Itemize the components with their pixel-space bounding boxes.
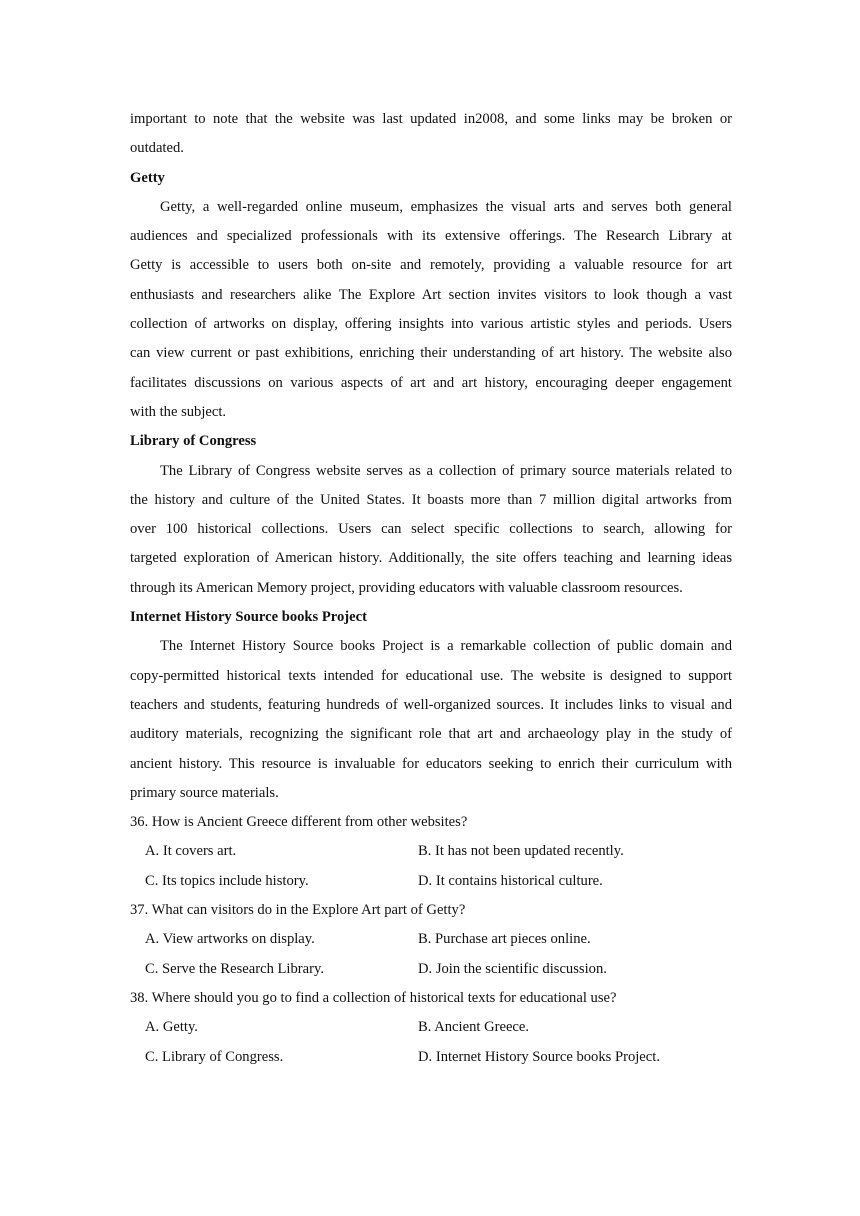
question-stem: 36. How is Ancient Greece different from other websites?: [130, 814, 468, 831]
intro-paragraph: [130, 105, 732, 164]
section-heading: Getty: [130, 169, 165, 186]
paragraph-line: auditory materials, recognizing the significant role that art and archaeology play in the study of: [130, 726, 732, 743]
section-internet-history-sourcebooks: [130, 603, 732, 808]
answer-option-c: C. Library of Congress.: [145, 1048, 284, 1065]
question-36: [130, 808, 732, 896]
question-38: [130, 984, 732, 1072]
section-getty: [130, 164, 732, 428]
paragraph-line: audiences and specialized professionals with its extensive offerings. The Research Library at: [130, 228, 732, 245]
paragraph-line: over 100 historical collections. Users can select specific collections to search, allowing for: [130, 521, 732, 538]
answer-option-d: D. Join the scientific discussion.: [418, 960, 607, 977]
paragraph-line: important to note that the website was last updated in2008, and some links may be broken or: [130, 111, 732, 127]
section-library-of-congress: [130, 427, 732, 603]
answer-option-c: C. Its topics include history.: [145, 872, 309, 889]
paragraph-line: targeted exploration of American history. Additionally, the site offers teaching and learning ideas: [130, 550, 732, 567]
option-row: [130, 925, 732, 954]
paragraph-line: collection of artworks on display, offering insights into various artistic styles and periods. Users: [130, 316, 732, 333]
paragraph-line: copy-permitted historical texts intended for educational use. The website is designed to support: [130, 667, 732, 684]
option-row: [130, 837, 732, 866]
document-page: [130, 105, 732, 1072]
paragraph-line: The Library of Congress website serves as a collection of primary source materials related to: [160, 462, 732, 479]
option-row: [130, 1043, 732, 1072]
option-row: [130, 955, 732, 984]
option-row: [130, 867, 732, 896]
answer-option-a: A. View artworks on display.: [145, 931, 315, 948]
paragraph-line: teachers and students, featuring hundreds of well-organized sources. It includes links to visual and: [130, 696, 732, 713]
paragraph-line: ancient history. This resource is invaluable for educators seeking to enrich their curriculum with: [130, 755, 732, 772]
answer-option-a: A. Getty.: [145, 1019, 198, 1036]
paragraph-line: can view current or past exhibitions, enriching their understanding of art history. The website also: [130, 345, 732, 362]
section-heading: Library of Congress: [130, 433, 257, 450]
paragraph-line: through its American Memory project, providing educators with valuable classroom resources.: [130, 579, 683, 596]
paragraph-line: Getty is accessible to users both on-site and remotely, providing a valuable resource for art: [130, 257, 732, 274]
answer-option-a: A. It covers art.: [145, 843, 237, 860]
paragraph-line: Getty, a well-regarded online museum, emphasizes the visual arts and serves both general: [160, 198, 732, 215]
paragraph-line: facilitates discussions on various aspects of art and art history, encouraging deeper engagement: [130, 374, 732, 391]
question-stem: 37. What can visitors do in the Explore Art part of Getty?: [130, 902, 466, 919]
paragraph-line: outdated.: [130, 140, 184, 157]
answer-option-b: B. Ancient Greece.: [418, 1019, 530, 1036]
paragraph-line: The Internet History Source books Project is a remarkable collection of public domain and: [160, 638, 732, 655]
answer-option-d: D. It contains historical culture.: [418, 872, 603, 889]
option-row: [130, 1013, 732, 1042]
question-stem: 38. Where should you go to find a collection of historical texts for educational use?: [130, 989, 617, 1006]
answer-option-c: C. Serve the Research Library.: [145, 960, 324, 977]
question-37: [130, 896, 732, 984]
paragraph-line: the history and culture of the United States. It boasts more than 7 million digital artworks from: [130, 491, 732, 508]
paragraph-line: with the subject.: [130, 403, 227, 420]
answer-option-d: D. Internet History Source books Project.: [418, 1048, 660, 1065]
paragraph-line: primary source materials.: [130, 784, 279, 801]
answer-option-b: B. It has not been updated recently.: [418, 843, 624, 860]
answer-option-b: B. Purchase art pieces online.: [418, 931, 591, 948]
paragraph-line: enthusiasts and researchers alike The Explore Art section invites visitors to look though a vast: [130, 286, 732, 303]
section-heading: Internet History Source books Project: [130, 609, 367, 626]
